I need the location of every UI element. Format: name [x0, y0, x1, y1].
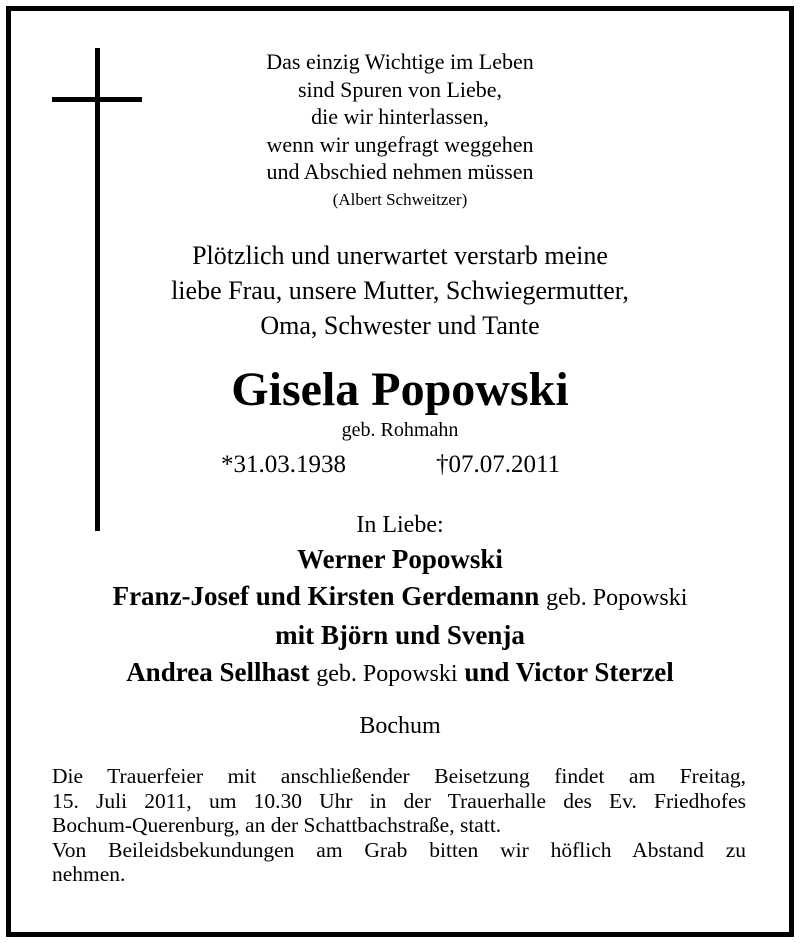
mourner-line: [0, 541, 800, 578]
ceremony-line: Bochum-Querenburg, an der Schattbachstraße, statt.: [52, 813, 502, 837]
birth-name: geb. Rohmahn: [341, 419, 459, 441]
mourner-name: mit Björn und Svenja: [275, 620, 525, 650]
mourner-name: Werner Popowski: [297, 544, 503, 574]
mourner-line: [0, 654, 800, 693]
mourners-list: [0, 541, 800, 693]
mourner-birth-name: geb. Popowski: [316, 661, 458, 687]
mourner-name: Andrea Sellhast: [126, 657, 310, 687]
ceremony-line: Von Beileidsbekundungen am Grab bitten wir höflich Abstand zu: [52, 837, 746, 862]
announcement-line: Oma, Schwester und Tante: [260, 311, 540, 340]
mourners-intro: In Liebe:: [356, 512, 444, 538]
place: Bochum: [359, 713, 441, 739]
quote-line: Das einzig Wichtige im Leben: [266, 49, 534, 74]
birth-date: *31.03.1938: [221, 451, 346, 478]
death-date: †07.07.2011: [436, 451, 561, 478]
quote-author: (Albert Schweitzer): [332, 190, 468, 209]
mourner-line: [0, 617, 800, 654]
mourner-name: Franz-Josef und Kirsten Gerdemann: [112, 581, 540, 611]
ceremony-line: 15. Juli 2011, um 10.30 Uhr in der Trauerhalle des Ev. Friedhofes: [52, 788, 746, 813]
mourner-name: und Victor Sterzel: [464, 657, 674, 687]
mourner-line: [0, 578, 800, 617]
quote-line: sind Spuren von Liebe,: [297, 76, 503, 102]
announcement: [0, 238, 800, 343]
announcement-line: Plötzlich und unerwartet verstarb meine: [192, 241, 608, 270]
announcement-line: liebe Frau, unsere Mutter, Schwiegermutter,: [171, 276, 629, 305]
quote-line: die wir hinterlassen,: [311, 104, 489, 129]
mourner-birth-name: geb. Popowski: [546, 585, 688, 611]
ceremony-line: nehmen.: [52, 862, 126, 886]
ceremony-text: [52, 764, 746, 887]
quote: [0, 48, 800, 186]
ceremony-line: Die Trauerfeier mit anschließender Beisetzung findet am Freitag,: [52, 764, 746, 788]
quote-line: wenn wir ungefragt weggehen: [266, 131, 534, 157]
quote-line: und Abschied nehmen müssen: [266, 159, 534, 184]
deceased-name: Gisela Popowski: [231, 363, 569, 416]
